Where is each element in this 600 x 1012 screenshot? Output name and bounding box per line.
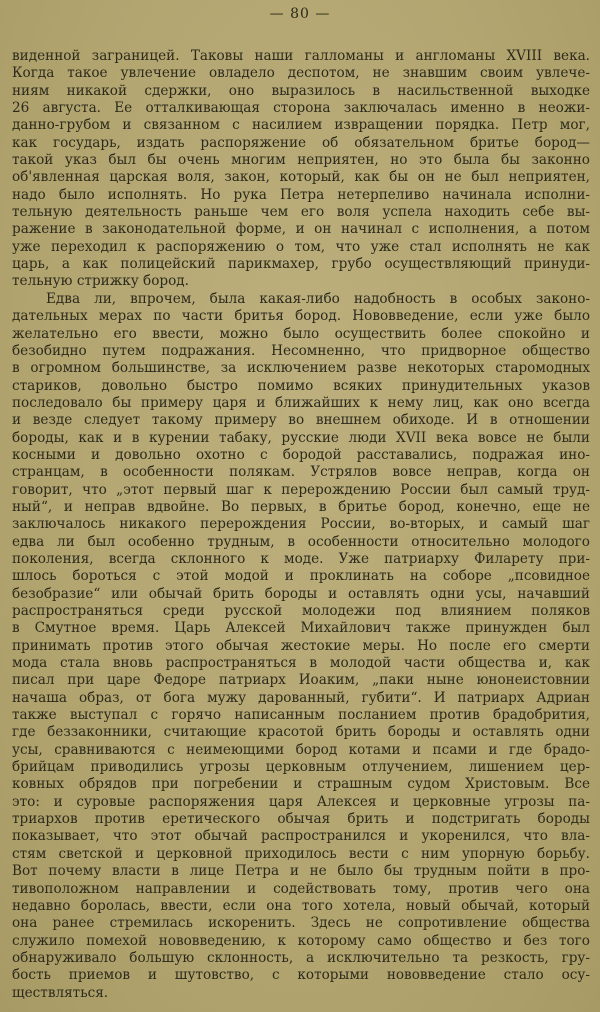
text-line: царь, а как полицейский парикмахер, грубо осуществляющий принуди- <box>12 256 590 273</box>
body-text <box>12 48 590 1002</box>
text-line: тельную стрижку бород. <box>12 273 189 290</box>
text-line: принимать против этого обычая жестокие меры. Но после его смерти <box>12 637 590 654</box>
text-line: она ранее стремилась искоренить. Здесь не сопротивление общества <box>12 915 590 932</box>
text-line: стариков, довольно быстро помимо всяких принудительных указов <box>12 377 590 394</box>
text-line: ковных обрядов при погребении и страшным судом Христовым. Все <box>12 776 590 793</box>
paragraph <box>12 48 590 291</box>
text-line: показывает, что этот обычай распространился и укоренился, что вла- <box>12 828 590 845</box>
text-line: бороды, как и в курении табаку, русские люди XVII века вовсе не были <box>12 429 590 446</box>
text-line: уже переходил к распоряжению о том, что уже стал исполнять не как <box>12 238 590 255</box>
text-line: стям светской и церковной приходилось вести с ним упорную борьбу. <box>12 845 590 862</box>
text-line: желательно его ввести, можно было осуществить более спокойно и <box>12 325 590 342</box>
text-line: ществляться. <box>12 984 109 1001</box>
text-line: такой указ был бы очень многим неприятен, но это была бы законно <box>12 152 590 169</box>
text-line: данно-грубом и связанном с насилием извращении порядка. Петр мог, <box>12 117 590 134</box>
page-number: — 80 — <box>269 6 331 22</box>
text-line: говорит, что „этот первый шаг к перерождению России был самый труд- <box>12 481 590 498</box>
text-line: как государь, издать распоряжение об обязательном бритье бород— <box>12 134 590 151</box>
text-line: Вот почему власти в лице Петра и не было бы трудным пойти в про- <box>12 863 590 880</box>
text-line: надо было исполнять. Но рука Петра нетерпеливо начинала исполни- <box>12 186 590 203</box>
text-line: 26 августа. Ее отталкивающая сторона заключалась именно в неожи- <box>12 100 590 117</box>
text-line: обнаруживало большую склонность, а исключительно та резкость, гру- <box>12 949 590 966</box>
text-line: шлось бороться с этой модой и проклинать на соборе „псовидное <box>12 568 590 585</box>
text-line: едва ли был особенно трудным, в особенности относительно молодого <box>12 533 590 550</box>
text-line: безобидно путем подражания. Несомненно, что придворное общество <box>12 342 590 359</box>
text-line: косными и довольно охотно с бородой расставались, подражая ино- <box>12 446 590 463</box>
text-line: заключалось никакого перерождения России, во-вторых, и самый шаг <box>12 516 590 533</box>
text-line: недавно боролась, ввести, если она того хотела, новый обычай, который <box>12 897 590 914</box>
text-line: триархов против еретического обычая брить и подстригать бороды <box>12 811 590 828</box>
text-line: в Смутное время. Царь Алексей Михайлович также принужден был <box>12 620 590 637</box>
text-line: Когда такое увлечение овладело деспотом, не знавшим своим увлече- <box>12 65 590 82</box>
text-line: служило помехой нововведению, к которому само общество и без того <box>12 932 590 949</box>
text-line: дательных мерах по части бритья бород. Нововведение, если уже было <box>12 308 590 325</box>
text-line: где беззаконники, считающие красотой брить бороды и оставлять одни <box>12 724 590 741</box>
text-line: виденной заграницей. Таковы наши галломаны и англоманы XVIII века. <box>12 48 590 64</box>
text-line: ниям никакой сдержки, оно выразилось в насильственной выходке <box>12 82 590 99</box>
text-line: ражение в законодательной форме, и он начинал с исполнения, а потом <box>12 221 590 238</box>
text-line: распространяться среди русской молодежи под влиянием поляков <box>12 603 590 619</box>
text-line: ный“, и неправ вдвойне. Во первых, в бритье бород, конечно, еще не <box>12 498 590 515</box>
text-line: Едва ли, впрочем, была какая-либо надобность в особых законо- <box>46 290 590 307</box>
text-line: бость приемов и шутовство, с которыми нововведение стало осу- <box>12 967 590 984</box>
text-line: в огромном большинстве, за исключением разве некоторых старомодных <box>12 360 590 377</box>
text-line: тельную деятельность раньше чем его воля успела находить себе вы- <box>12 204 590 221</box>
text-line: об'явленная царская воля, закон, который, как бы он не был неприятен, <box>12 169 590 186</box>
text-line: мода стала вновь распространяться в молодой части общества и, как <box>12 655 590 672</box>
text-line: начаша образ, от бога мужу дарованный, губити“. И патриарх Адриан <box>12 689 590 706</box>
text-line: и везде следует такому примеру во внешнем обиходе. И в отношении <box>12 412 590 429</box>
text-line: усы, сравниваются с неимеющими бород котами и псами и где брадо- <box>12 741 590 758</box>
text-line: также выступал с горячо написанным посланием против брадобрития, <box>12 707 590 724</box>
text-line: брийцам приводились угрозы церковным отлучением, лишением цер- <box>12 759 590 776</box>
text-line: тивоположном направлении и содействовать тому, против чего она <box>12 880 590 897</box>
text-line: последовало бы примеру царя и ближайших к нему лиц, как оно всегда <box>12 394 590 411</box>
paragraph <box>12 291 590 1002</box>
text-line: странцам, в особенности полякам. Устрялов вовсе неправ, когда он <box>12 464 590 481</box>
text-line: писал при царе Федоре патриарх Иоаким, „паки ныне юнонеистовнии <box>12 672 590 689</box>
text-line: безобразие“ или обычай брить бороды и оставлять одни усы, начавший <box>12 585 590 602</box>
text-line: это: и суровые распоряжения царя Алексея и церковные угрозы па- <box>12 793 590 810</box>
text-line: поколения, всегда склонного к моде. Уже патриарху Филарету при- <box>12 550 590 567</box>
